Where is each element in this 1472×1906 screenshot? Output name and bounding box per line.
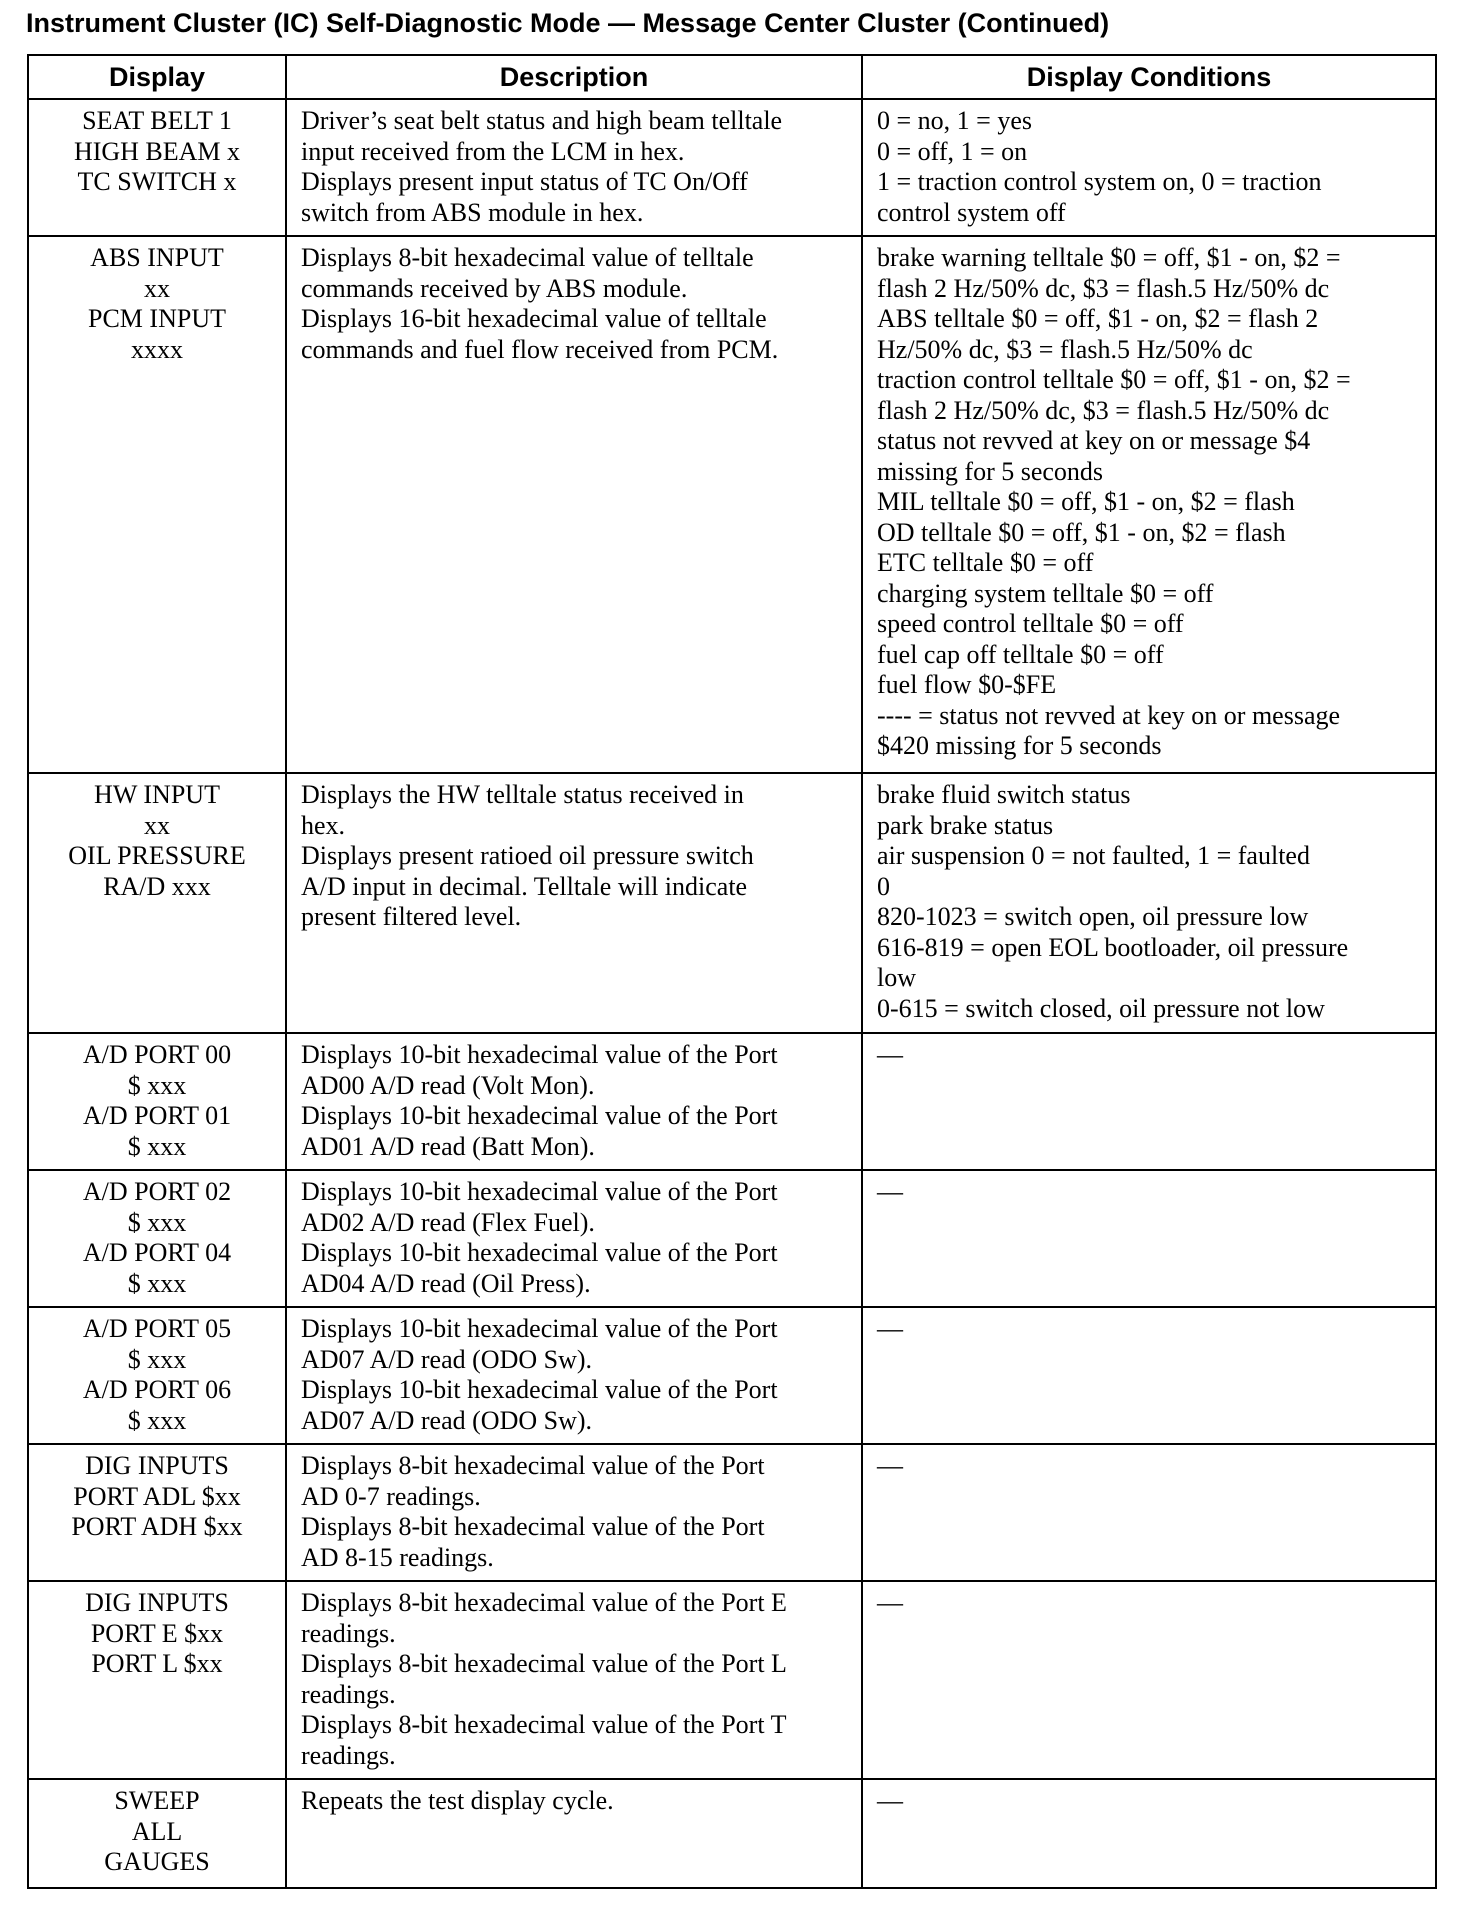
conditions-line: ABS telltale $0 = off, $1 - on, $2 = flash 2 [877,304,1319,333]
display-line: $ xxx [127,1268,187,1298]
description-line: present filtered level. [301,902,522,931]
conditions-line: 0-615 = switch closed, oil pressure not low [877,993,1325,1023]
display-line: SWEEP [114,1786,200,1815]
conditions-line: flash 2 Hz/50% dc, $3 = flash.5 Hz/50% dc [877,395,1330,425]
conditions-line: missing for 5 seconds [877,456,1104,486]
description-line: A/D input in decimal. Telltale will indicate [301,871,748,901]
description-line: Displays 8-bit hexadecimal value of telltale [301,243,754,272]
conditions-line: — [877,1314,903,1343]
table-row [28,1033,1436,1170]
description-line: Displays 10-bit hexadecimal value of the Port [301,1177,778,1206]
conditions-line: 0 = off, 1 = on [877,136,1028,166]
display-line: $ xxx [127,1344,187,1374]
conditions-cell [862,1170,1436,1307]
table-header-row [28,55,1436,99]
display-line: $ xxx [127,1207,187,1237]
conditions-line: — [877,1177,903,1206]
description-line: Displays 8-bit hexadecimal value of the Port L [301,1649,787,1678]
description-line: AD07 A/D read (ODO Sw). [301,1344,593,1374]
display-line: ABS INPUT [90,243,224,272]
display-line: DIG INPUTS [85,1451,229,1480]
conditions-line: OD telltale $0 = off, $1 - on, $2 = flash [877,517,1286,547]
description-line: AD02 A/D read (Flex Fuel). [301,1207,595,1237]
conditions-line: — [877,1451,903,1480]
display-line: PORT ADL $xx [73,1481,241,1511]
description-line: Displays 16-bit hexadecimal value of telltale [301,304,767,333]
description-cell [286,1170,862,1307]
description-line: Displays present ratioed oil pressure switch [301,841,754,870]
display-cell [28,1170,286,1307]
description-line: Displays 8-bit hexadecimal value of the Port [301,1512,765,1541]
table-body [28,99,1436,1888]
description-line: Displays 8-bit hexadecimal value of the Port E [301,1588,787,1617]
display-cell [28,1033,286,1170]
description-cell [286,1581,862,1779]
conditions-line: $420 missing for 5 seconds [877,731,1162,760]
display-line: PCM INPUT [88,304,226,333]
description-line: Displays 8-bit hexadecimal value of the Port [301,1451,765,1480]
page-title: Instrument Cluster (IC) Self-Diagnostic Mode — Message Center Cluster (Continued) [26,8,1110,38]
conditions-line: control system off [877,197,1066,227]
conditions-line: ---- = status not revved at key on or message [877,700,1341,730]
display-cell [28,1307,286,1444]
conditions-line: brake warning telltale $0 = off, $1 - on, $2 = [877,243,1341,272]
description-line: Displays the HW telltale status received in [301,780,744,809]
header-description: Description [286,55,862,99]
conditions-line: 820-1023 = switch open, oil pressure low [877,902,1309,931]
conditions-line: 0 [877,871,890,901]
display-cell [28,99,286,236]
description-cell [286,1779,862,1888]
description-line: Displays 8-bit hexadecimal value of the Port T [301,1710,787,1739]
description-line: Driver’s seat belt status and high beam telltale [301,106,783,135]
conditions-line: brake fluid switch status [877,780,1131,809]
display-line: A/D PORT 02 [82,1177,232,1206]
display-line: A/D PORT 05 [82,1314,232,1343]
header-display: Display [28,55,286,99]
description-cell [286,773,862,1033]
conditions-line: speed control telltale $0 = off [877,609,1184,638]
display-line: OIL PRESSURE [68,841,246,870]
display-line: $ xxx [127,1070,187,1100]
description-line: Displays 10-bit hexadecimal value of the Port [301,1238,778,1267]
table-row [28,1581,1436,1779]
display-line: $ xxx [127,1405,187,1435]
conditions-line: park brake status [877,810,1054,840]
conditions-line: MIL telltale $0 = off, $1 - on, $2 = flash [877,487,1295,516]
display-cell [28,1779,286,1888]
display-line: xx [144,810,170,840]
table-row [28,236,1436,773]
display-line: xx [144,273,170,303]
display-line: A/D PORT 00 [82,1040,232,1069]
display-line: HW INPUT [94,780,220,809]
description-line: commands and fuel flow received from PCM. [301,334,779,364]
conditions-line: traction control telltale $0 = off, $1 - on, $2 = [877,365,1351,394]
display-line: xxxx [131,334,183,364]
table-row [28,1779,1436,1888]
header-display-conditions: Display Conditions [862,55,1436,99]
description-line: Displays present input status of TC On/Off [301,167,748,196]
conditions-line: ETC telltale $0 = off [877,548,1094,577]
conditions-cell [862,1307,1436,1444]
display-line: HIGH BEAM x [73,136,241,166]
conditions-line: fuel cap off telltale $0 = off [877,639,1164,669]
description-line: AD07 A/D read (ODO Sw). [301,1405,593,1435]
conditions-line: 0 = no, 1 = yes [877,106,1032,135]
description-cell [286,1033,862,1170]
conditions-line: — [877,1786,903,1815]
display-line: DIG INPUTS [85,1588,229,1617]
display-line: SEAT BELT 1 [82,106,232,135]
display-line: A/D PORT 06 [82,1375,232,1404]
conditions-line: flash 2 Hz/50% dc, $3 = flash.5 Hz/50% dc [877,273,1330,303]
display-line: $ xxx [127,1131,187,1161]
display-line: RA/D xxx [103,871,211,901]
conditions-line: Hz/50% dc, $3 = flash.5 Hz/50% dc [877,334,1253,364]
conditions-line: status not revved at key on or message $4 [877,426,1311,455]
description-line: Repeats the test display cycle. [301,1786,614,1815]
table-row [28,1307,1436,1444]
diagnostic-table [27,54,1437,1889]
conditions-line: — [877,1040,903,1069]
display-line: TC SWITCH x [77,167,237,196]
description-line: Displays 10-bit hexadecimal value of the Port [301,1101,778,1130]
description-line: readings. [301,1618,396,1648]
conditions-cell [862,1779,1436,1888]
conditions-cell [862,1581,1436,1779]
display-cell [28,1444,286,1581]
description-line: AD 8-15 readings. [301,1542,494,1572]
display-line: GAUGES [104,1847,210,1876]
description-line: readings. [301,1740,396,1770]
description-cell [286,99,862,236]
description-line: hex. [301,810,346,840]
description-line: Displays 10-bit hexadecimal value of the Port [301,1375,778,1404]
conditions-line: 1 = traction control system on, 0 = traction [877,167,1322,196]
display-cell [28,1581,286,1779]
description-cell [286,1444,862,1581]
conditions-line: fuel flow $0-$FE [877,670,1057,699]
display-line: PORT E $xx [90,1618,224,1648]
conditions-line: — [877,1588,903,1617]
conditions-cell [862,99,1436,236]
description-cell [286,1307,862,1444]
description-line: AD00 A/D read (Volt Mon). [301,1070,595,1100]
display-line: PORT L $xx [91,1649,223,1678]
conditions-line: charging system telltale $0 = off [877,578,1214,608]
conditions-line: 616-819 = open EOL bootloader, oil pressure [877,932,1349,962]
conditions-cell [862,1033,1436,1170]
description-line: Displays 10-bit hexadecimal value of the Port [301,1314,778,1343]
display-line: A/D PORT 04 [82,1238,232,1267]
table-row [28,99,1436,236]
conditions-cell [862,236,1436,773]
description-line: AD 0-7 readings. [301,1481,481,1511]
conditions-cell [862,1444,1436,1581]
conditions-line: air suspension 0 = not faulted, 1 = faulted [877,841,1310,870]
description-line: AD04 A/D read (Oil Press). [301,1268,591,1298]
description-line: Displays 10-bit hexadecimal value of the Port [301,1040,778,1069]
description-line: input received from the LCM in hex. [301,136,685,166]
display-line: A/D PORT 01 [82,1101,232,1130]
description-line: commands received by ABS module. [301,273,688,303]
display-line: PORT ADH $xx [71,1512,243,1541]
conditions-cell [862,773,1436,1033]
conditions-line: low [877,963,916,992]
description-line: readings. [301,1679,396,1709]
description-line: switch from ABS module in hex. [301,197,644,227]
description-cell [286,236,862,773]
display-line: ALL [131,1816,183,1846]
table-row [28,773,1436,1033]
description-line: AD01 A/D read (Batt Mon). [301,1131,595,1161]
display-cell [28,773,286,1033]
table-row [28,1170,1436,1307]
table-row [28,1444,1436,1581]
display-cell [28,236,286,773]
